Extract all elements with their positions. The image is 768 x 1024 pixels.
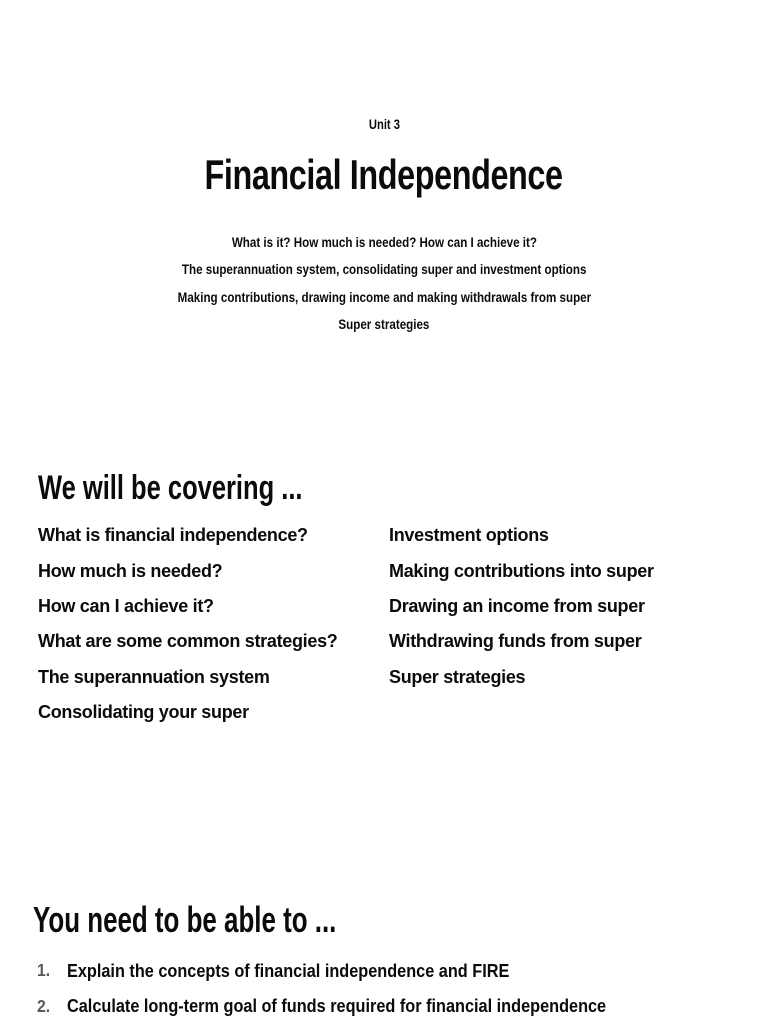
- list-item: The superannuation system: [38, 666, 270, 687]
- title-subtitles: [0, 229, 768, 339]
- subtitle-text: Making contributions, drawing income and making withdrawals from super: [177, 289, 591, 305]
- objectives-list: [37, 953, 680, 1024]
- page-title: [0, 151, 768, 199]
- covering-heading: [38, 467, 391, 509]
- subtitle-text: The superannuation system, consolidating super and investment options: [181, 262, 587, 278]
- list-item: Drawing an income from super: [389, 595, 645, 616]
- subtitle-line: [0, 311, 768, 338]
- list-item: Consolidating your super: [38, 701, 249, 722]
- list-item: What are some common strategies?: [38, 631, 338, 652]
- subtitle-text: Super strategies: [338, 317, 430, 333]
- list-item-text: Explain the concepts of financial independence and FIRE: [67, 959, 510, 981]
- list-item: How much is needed?: [38, 560, 223, 581]
- list-item: Investment options: [389, 525, 549, 546]
- list-item: How can I achieve it?: [38, 595, 214, 616]
- subtitle-text: What is it? How much is needed? How can I achieve it?: [231, 235, 537, 250]
- unit-kicker: [0, 114, 768, 134]
- subtitle-line: [0, 229, 768, 256]
- subtitle-line: [0, 256, 768, 283]
- list-item: Super strategies: [389, 666, 526, 687]
- subtitle-line: [0, 284, 768, 311]
- numbered-list-item: [37, 953, 680, 988]
- list-item: What is financial independence?: [38, 525, 308, 546]
- list-item: Withdrawing funds from super: [389, 631, 642, 652]
- objectives-heading: [33, 898, 454, 942]
- numbered-list-item: [37, 988, 680, 1023]
- covering-left-column: [38, 518, 338, 730]
- objectives-heading-text: You need to be able to ...: [33, 899, 337, 940]
- covering-right-column: [389, 518, 654, 695]
- list-item: Making contributions into super: [389, 560, 654, 581]
- list-item-number: 2.: [37, 995, 51, 1016]
- list-item-text: Calculate long-term goal of funds required for financial independence: [67, 995, 607, 1017]
- list-item-number: 1.: [37, 960, 51, 981]
- page-title-text: Financial Independence: [204, 151, 564, 198]
- unit-kicker-text: Unit 3: [368, 116, 400, 132]
- covering-heading-text: We will be covering ...: [38, 469, 303, 507]
